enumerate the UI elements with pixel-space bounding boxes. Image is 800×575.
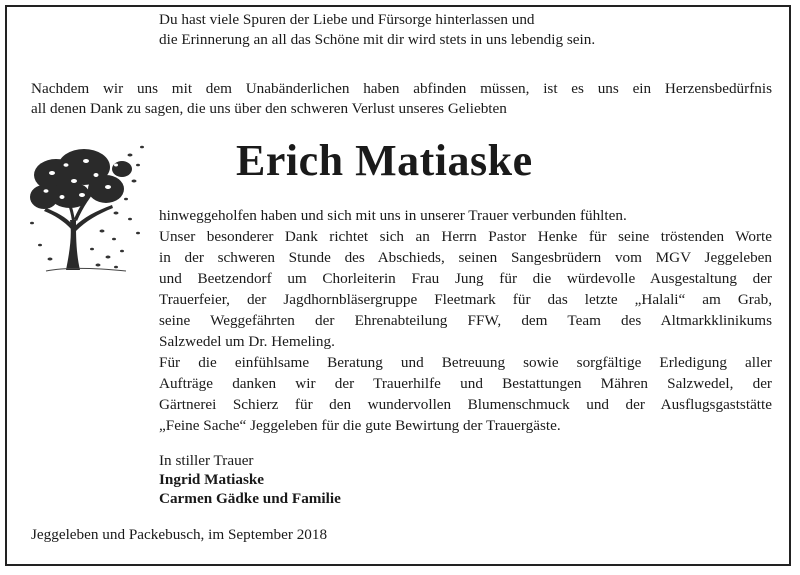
body-line: Trauerfeier, der Jagdhornbläsergruppe Fleetmark für das letzte „Halali“ am Grab, — [159, 291, 772, 308]
place-date: Jeggeleben und Packebusch, im September 2018 — [31, 526, 328, 543]
body-line: Salzwedel um Dr. Hemeling. — [159, 333, 335, 350]
motto-line-1: Du hast viele Spuren der Liebe und Fürsorge hinterlassen und — [159, 11, 535, 28]
body-line: in der schweren Stunde des Abschieds, seinen Sangesbrüdern vom MGV Jeggeleben — [159, 249, 772, 266]
intro-line-2: all denen Dank zu sagen, die uns über den schweren Verlust unseres Geliebten — [31, 100, 507, 117]
body-line: Unser besonderer Dank richtet sich an Herrn Pastor Henke für seine tröstenden Worte — [159, 228, 772, 245]
body-line: seine Weggefährten der Ehrenabteilung FFW, dem Team des Altmarkklinikums — [159, 312, 772, 329]
body-line: und Beetzendorf um Chorleiterin Frau Jung für die würdevolle Ausgestaltung der — [159, 270, 772, 287]
body-line: hinweggeholfen haben und sich mit uns in unserer Trauer verbunden fühlten. — [159, 207, 627, 224]
body-line: Aufträge danken wir der Trauerhilfe und Bestattungen Mähren Salzwedel, der — [159, 375, 772, 392]
intro-line-1: Nachdem wir uns mit dem Unabänderlichen haben abfinden müssen, ist es uns ein Herzensbedürfnis — [31, 80, 772, 97]
signature-name-1: Ingrid Matiaske — [159, 471, 265, 488]
deceased-name: Erich Matiaske — [236, 136, 533, 185]
signature-name-2: Carmen Gädke und Familie — [159, 490, 341, 507]
body-line: Für die einfühlsame Beratung und Betreuung sowie sorgfältige Erledigung aller — [159, 354, 772, 371]
signature-intro: In stiller Trauer — [159, 452, 254, 469]
body-line: Gärtnerei Schierz für den wundervollen Blumenschmuck und der Ausflugsgaststätte — [159, 396, 772, 413]
motto-line-2: die Erinnerung an all das Schöne mit dir wird stets in uns lebendig sein. — [159, 31, 596, 48]
tree-illustration — [26, 135, 148, 275]
body-line: „Feine Sache“ Jeggeleben für die gute Bewirtung der Trauergäste. — [159, 417, 561, 434]
